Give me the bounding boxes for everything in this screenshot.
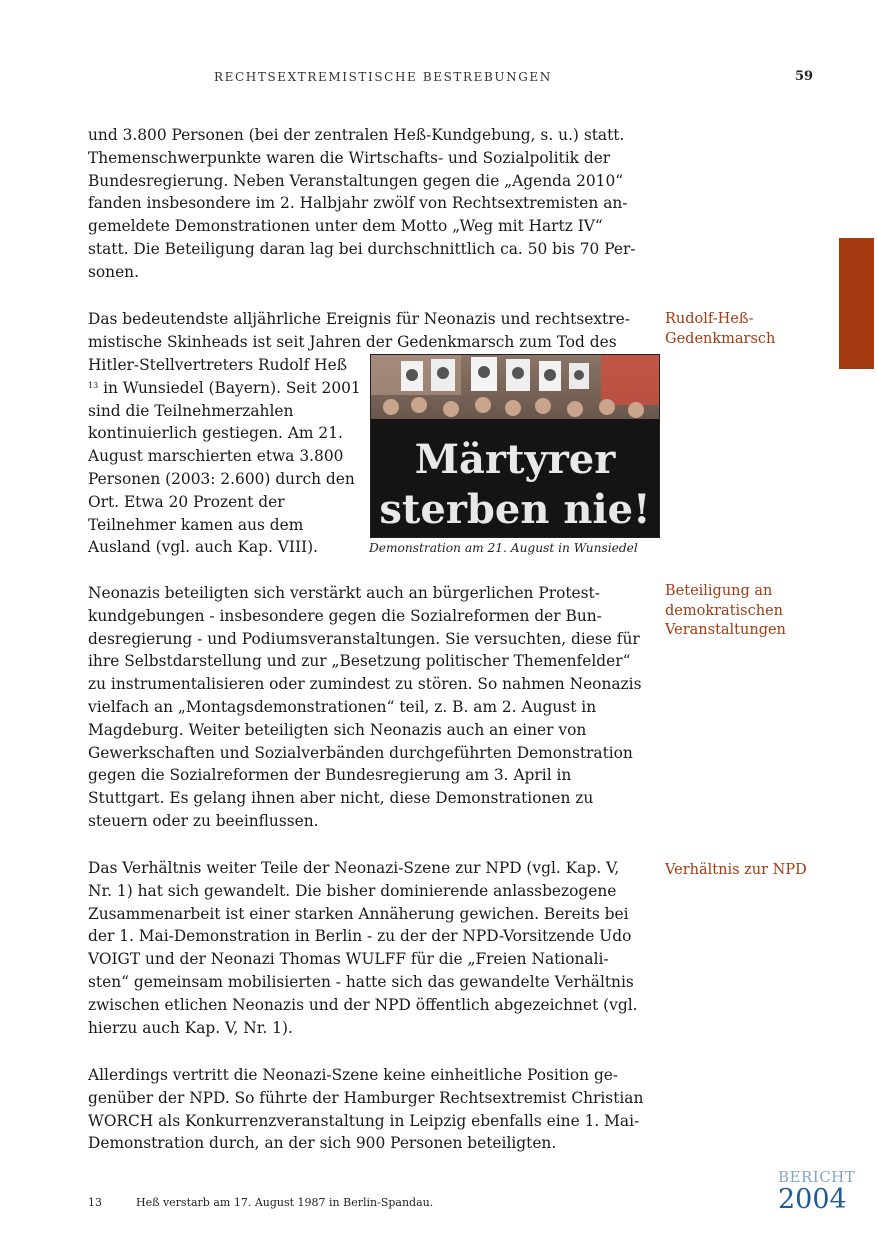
chapter-tab-marker — [839, 238, 874, 369]
page-number: 59 — [795, 69, 814, 84]
footnote-reference: 13 — [88, 380, 99, 390]
paragraph-2-top — [88, 308, 644, 354]
paragraph-2-top-text: Das bedeutendste alljährliche Ereignis für Neonazis und rechtsextremistische Skinheads ist seit Jahren der Gedenkmarsch zum Tod des — [88, 310, 630, 351]
margin-note-1: Rudolf-Heß-Gedenkmarsch — [665, 311, 776, 347]
paragraph-3-text: Neonazis beteiligten sich verstärkt auch an bürgerlichen Protestkundgebungen - insbesondere gegen die Sozialreformen der Bundesregierung - und Podiumsveranstaltungen. Sie versuchten, diese für ihre Selbstdarstellung und zur „Besetzung politischer Themenfelder“ zu instrumentalisieren oder zumindest zu stören. So nahmen Neonazis vielfach an „Montagsdemonstrationen“ teil, z. B. am 2. August in Magdeburg. Weiter beteiligten sich Neonazis auch an einer von Gewerkschaften und Sozialverbänden durchgeführten Demonstration gegen die Sozialreformen der Bundesregierung am 3. April in Stuttgart. Es gelang ihnen aber nicht, diese Demonstrationen zu steuern oder zu beeinflussen. — [88, 584, 642, 830]
banner-text-line1: Märtyrer — [414, 436, 616, 483]
margin-note-3: Verhältnis zur NPD — [665, 862, 807, 878]
paragraph-2-narrow-a: Hitler-Stellvertreters Rudolf Heß — [88, 356, 347, 374]
footnote-text: Heß verstarb am 17. August 1987 in Berlin-Spandau. — [136, 1196, 434, 1209]
paragraph-5-text: Allerdings vertritt die Neonazi-Szene keine einheitliche Position gegenüber der NPD. So führte der Hamburger Rechtsextremist Christian WORCH als Konkurrenzveranstaltung in Leipzig ebenfalls eine 1. Mai-Demonstration durch, an der sich 900 Personen beteiligten. — [88, 1066, 644, 1153]
paragraph-4 — [88, 857, 644, 1039]
paragraph-3 — [88, 582, 644, 833]
running-head-word2: ESTREBUNGEN — [433, 70, 552, 84]
photo-caption: Demonstration am 21. August in Wunsiedel — [369, 541, 638, 555]
running-head-word1: ECHTSEXTREMISTISCHE — [224, 70, 423, 84]
footnote — [88, 1196, 433, 1209]
brand-year: 2004 — [778, 1184, 847, 1215]
brand-word: BERICHT — [778, 1168, 856, 1186]
paragraph-2-narrow — [88, 354, 364, 559]
running-head-initial: R — [214, 70, 225, 84]
paragraph-2-narrow-b: in Wunsiedel (Bayern). Seit 2001 sind die Teilnehmerzahlen kontinuierlich gestiegen. Am 21. August marschierten etwa 3.800 Personen (2003: 2.600) durch den Ort. Etwa 20 Prozent der Teilnehmer kamen aus dem Ausland (vgl. auch Kap. VIII). — [88, 378, 361, 557]
paragraph-4-text: Das Verhältnis weiter Teile der Neonazi-Szene zur NPD (vgl. Kap. V, Nr. 1) hat sich gewandelt. Die bisher dominierende anlassbezogene Zusammenarbeit ist einer starken Annäherung gewichen. Bereits bei der 1. Mai-Demonstration in Berlin - zu der der NPD-Vorsitzende Udo VOIGT und der Neonazi Thomas WULFF für die „Freien Nationalisten“ gemeinsam mobilisierten - hatte sich das gewandelte Verhältnis zwischen etlichen Neonazis und der NPD öffentlich abgezeichnet (vgl. hierzu auch Kap. V, Nr. 1). — [88, 859, 638, 1037]
margin-note-2: Beteiligung an demokratischen Veranstaltungen — [665, 583, 786, 638]
demonstration-photo — [370, 354, 660, 538]
report-brand-logo — [778, 1168, 856, 1215]
banner-text-line2: sterben nie! — [379, 486, 651, 533]
paragraph-1 — [88, 124, 644, 284]
running-head-initial2: B — [422, 70, 434, 84]
running-head — [214, 70, 552, 84]
footnote-number: 13 — [88, 1196, 102, 1209]
paragraph-1-text: und 3.800 Personen (bei der zentralen Heß-Kundgebung, s. u.) statt. Themenschwerpunkte waren die Wirtschafts- und Sozialpolitik der Bundesregierung. Neben Veranstaltungen gegen die „Agenda 2010“ fanden insbesondere im 2. Halbjahr zwölf von Rechtsextremisten angemeldete Demonstrationen unter dem Motto „Weg mit Hartz IV“ statt. Die Beteiligung daran lag bei durchschnittlich ca. 50 bis 70 Personen. — [88, 126, 636, 281]
paragraph-5 — [88, 1064, 644, 1155]
